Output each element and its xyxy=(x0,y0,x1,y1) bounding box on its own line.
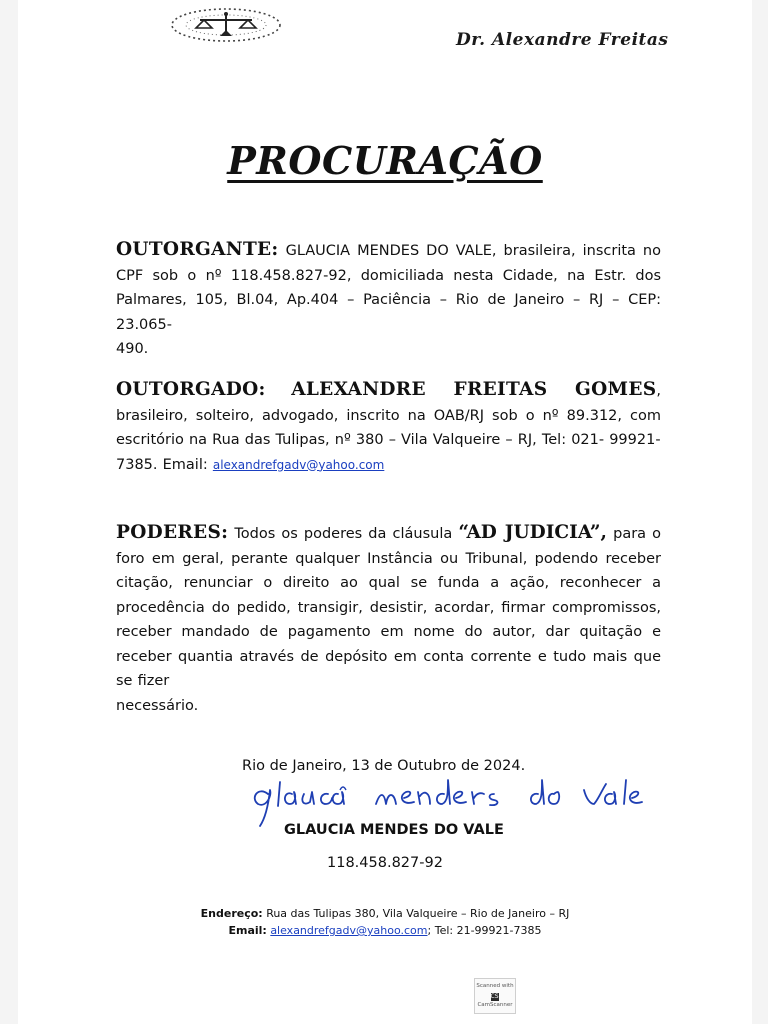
doctor-name: Dr. Alexandre Freitas xyxy=(456,30,669,50)
footer-address: Rua das Tulipas 380, Vila Valqueire – Rio de Janeiro – RJ xyxy=(266,907,570,920)
outorgado-text-end: 7385. Email: xyxy=(116,456,208,473)
scanned-with-label: Scanned with xyxy=(476,983,514,989)
place-and-date: Rio de Janeiro, 13 de Outubro de 2024. xyxy=(242,758,526,774)
letterhead xyxy=(170,6,669,50)
outorgante-text: GLAUCIA MENDES DO VALE, brasileira, inscrita no CPF sob o nº 118.458.827-92, domiciliada nesta Cidade, na Estr. dos Palmares, 105, Bl.04, Ap.404 – Paciência – Rio de Janeiro – RJ – CEP: 23.065- xyxy=(116,243,661,333)
outorgante-paragraph xyxy=(116,238,661,362)
camscanner-badge xyxy=(474,978,516,1014)
poderes-text: para o foro em geral, perante qualquer Instância ou Tribunal, podendo receber citação, renunciar o direito ao qual se funda a ação, reconhecer a procedência do pedido, transigir, desistir, acordar, firmar compromissos, receber mandado de pagamento em nome do autor, dar quitação e receber quantia através de depósito em conta corrente e tudo mais que se fizer xyxy=(116,526,662,689)
camscanner-label: CamScanner xyxy=(477,1001,513,1008)
signer-name: GLAUCIA MENDES DO VALE xyxy=(284,822,504,838)
outorgante-label: OUTORGANTE: xyxy=(116,239,279,260)
footer xyxy=(118,905,652,939)
poderes-text-end: necessário. xyxy=(116,697,199,714)
page-title: PROCURAÇÃO xyxy=(227,138,543,183)
outorgado-name: ALEXANDRE FREITAS GOMES xyxy=(291,379,657,400)
outorgado-name-comma: , xyxy=(656,383,661,399)
footer-tel: ; Tel: 21-99921-7385 xyxy=(427,924,542,937)
document-page xyxy=(18,0,752,1024)
footer-email-label: Email: xyxy=(228,924,267,937)
poderes-label: PODERES: xyxy=(116,522,229,543)
outorgado-email-link[interactable]: alexandrefgadv@yahoo.com xyxy=(212,457,385,472)
outorgante-text-end: 490. xyxy=(116,341,149,357)
outorgado-paragraph xyxy=(116,378,661,477)
footer-address-label: Endereço: xyxy=(200,907,263,920)
scales-of-justice-emblem-icon xyxy=(170,6,300,50)
outorgado-text: brasileiro, solteiro, advogado, inscrito na OAB/RJ sob o nº 89.312, com escritório na Rua das Tulipas, nº 380 – Vila Valqueire – RJ, Tel: 021- 99921- xyxy=(116,407,661,448)
signer-cpf: 118.458.827-92 xyxy=(327,855,443,871)
outorgado-label: OUTORGADO: xyxy=(116,379,266,400)
footer-email-link[interactable]: alexandrefgadv@yahoo.com xyxy=(270,924,428,937)
ad-judicia-clause: “AD JUDICIA”, xyxy=(458,522,607,543)
camscanner-logo-icon: CS xyxy=(490,993,499,1000)
poderes-paragraph xyxy=(116,521,661,718)
poderes-intro: Todos os poderes da cláusula xyxy=(234,526,453,542)
